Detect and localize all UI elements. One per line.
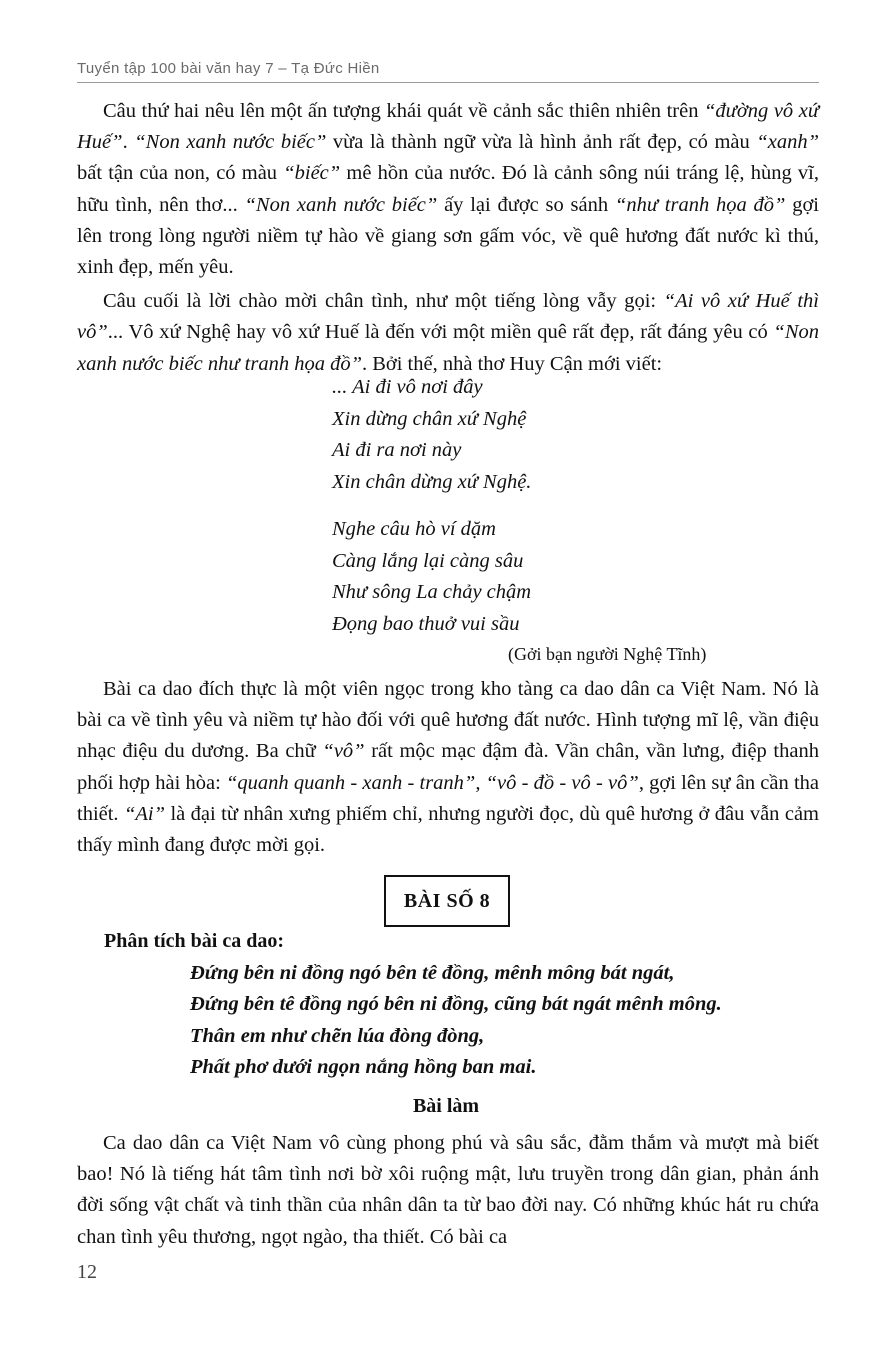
- italic-quote: “Non xanh nước biếc”: [244, 193, 438, 216]
- italic-quote: “đường vô xứ Huế”: [77, 100, 819, 154]
- text-run: ấy lại được so sánh: [437, 193, 615, 216]
- paragraph: [77, 1128, 819, 1253]
- italic-quote: “Ai”: [124, 802, 166, 825]
- text-run: Câu cuối là lời chào mời chân tình, như một tiếng lòng vẫy gọi:: [103, 290, 664, 313]
- assignment-prompt: Phân tích bài ca dao:: [104, 930, 285, 952]
- poem-line: Phất phơ dưới ngọn nắng hồng ban mai.: [190, 1055, 537, 1078]
- header-rule: [77, 82, 819, 83]
- text-run: Bài ca dao đích thực là một viên ngọc trong kho tàng ca dao dân ca Việt Nam. Nó là bài ca về tình yêu và niềm tự hào đối với quê hương đất nước. Hình tượng mĩ lệ, vần điệu nhạc điệu du dương. Ba chữ: [77, 678, 819, 763]
- italic-quote: “quanh quanh - xanh - tranh”, “vô - đồ - vô - vô”: [226, 771, 639, 794]
- poem-source: (Gởi bạn người Nghệ Tĩnh): [508, 644, 707, 664]
- subheading: Bài làm: [412, 1095, 480, 1117]
- text-run: Ca dao dân ca Việt Nam vô cùng phong phú và sâu sắc, đằm thắm và mượt mà biết bao! Nó là tiếng hát tâm tình nơi bờ xôi ruộng mật, lưu truyền trong dân gian, phản ánh đời sống vật chất và tinh thần của nhân dân ta từ bao đời nay. Có những khúc hát ru chứa chan tình yêu thương, ngọt ngào, tha thiết. Có bài ca: [77, 1132, 819, 1248]
- poem-line: Xin dừng chân xứ Nghệ: [332, 407, 527, 430]
- text-block-middle: [77, 674, 819, 861]
- italic-quote: “Non xanh nước biếc”: [134, 131, 327, 154]
- quoted-poem-stanza-1: [332, 372, 531, 498]
- poem-line: Càng lắng lại càng sâu: [332, 549, 524, 572]
- page-number: 12: [77, 1261, 97, 1283]
- text-run: là đại từ nhân xưng phiếm chỉ, nhưng người đọc, dù quê hương ở đâu vẫn cảm thấy mình đang được mời gọi.: [77, 802, 820, 857]
- poem-line: Như sông La chảy chậm: [332, 581, 532, 604]
- text-run: vừa là thành ngữ vừa là hình ảnh rất đẹp, có màu: [326, 131, 757, 154]
- italic-quote: “Non xanh nước biếc như tranh họa đồ”: [77, 321, 819, 375]
- text-block-bottom: [77, 1128, 819, 1253]
- text-run: .: [122, 131, 135, 154]
- text-run: , gợi lên sự ân cần tha thiết.: [77, 771, 820, 825]
- poem-line: Xin chân dừng xứ Nghệ.: [332, 470, 532, 493]
- text-run: rất mộc mạc đậm đà. Vần chân, vần lưng, điệp thanh phối hợp hài hòa:: [77, 740, 819, 794]
- paragraph: [77, 674, 819, 861]
- paragraph: [77, 96, 819, 283]
- italic-quote: “biếc”: [283, 162, 341, 185]
- poem-line: Nghe câu hò ví dặm: [332, 518, 496, 540]
- text-run: gợi lên trong lòng người niềm tự hào về giang sơn gấm vóc, về quê hương đất nước kì thú, xinh đẹp, mến yêu.: [77, 193, 819, 279]
- italic-quote: “vô”: [322, 740, 365, 763]
- poem-line: Ai đi ra nơi này: [332, 439, 462, 462]
- text-run: . Bởi thế, nhà thơ Huy Cận mới viết:: [361, 352, 663, 375]
- text-run: bất tận của non, có màu: [77, 162, 284, 185]
- text-run: mê hồn của nước. Đó là cảnh sông núi tráng lệ, hùng vĩ, hữu tình, nên thơ...: [77, 162, 819, 216]
- running-header: Tuyển tập 100 bài văn hay 7 – Tạ Đức Hiền: [77, 60, 380, 77]
- text-run: Câu thứ hai nêu lên một ấn tượng khái quát về cảnh sắc thiên nhiên trên: [103, 100, 705, 122]
- poem-line: Đứng bên ni đồng ngó bên tê đồng, mênh mông bát ngát,: [190, 962, 675, 984]
- poem-line: ... Ai đi vô nơi đây: [332, 376, 483, 398]
- text-block-top: [77, 96, 819, 380]
- section-title-box: BÀI SỐ 8: [384, 875, 510, 927]
- poem-line: Thân em như chẽn lúa đòng đòng,: [190, 1024, 485, 1047]
- quoted-poem-stanza-2: [332, 514, 531, 640]
- assignment-poem: [190, 958, 722, 1083]
- poem-line: Đứng bên tê đồng ngó bên ni đồng, cũng bát ngát mênh mông.: [190, 993, 722, 1016]
- italic-quote: “như tranh họa đồ”: [614, 193, 786, 216]
- italic-quote: “xanh”: [756, 131, 819, 154]
- paragraph: [77, 286, 819, 380]
- poem-line: Đọng bao thuở vui sầu: [332, 612, 520, 635]
- italic-quote: “Ai vô xứ Huế thì vô”: [77, 290, 819, 344]
- text-run: ... Vô xứ Nghệ hay vô xứ Huế là đến với một miền quê rất đẹp, rất đáng yêu có: [107, 321, 774, 344]
